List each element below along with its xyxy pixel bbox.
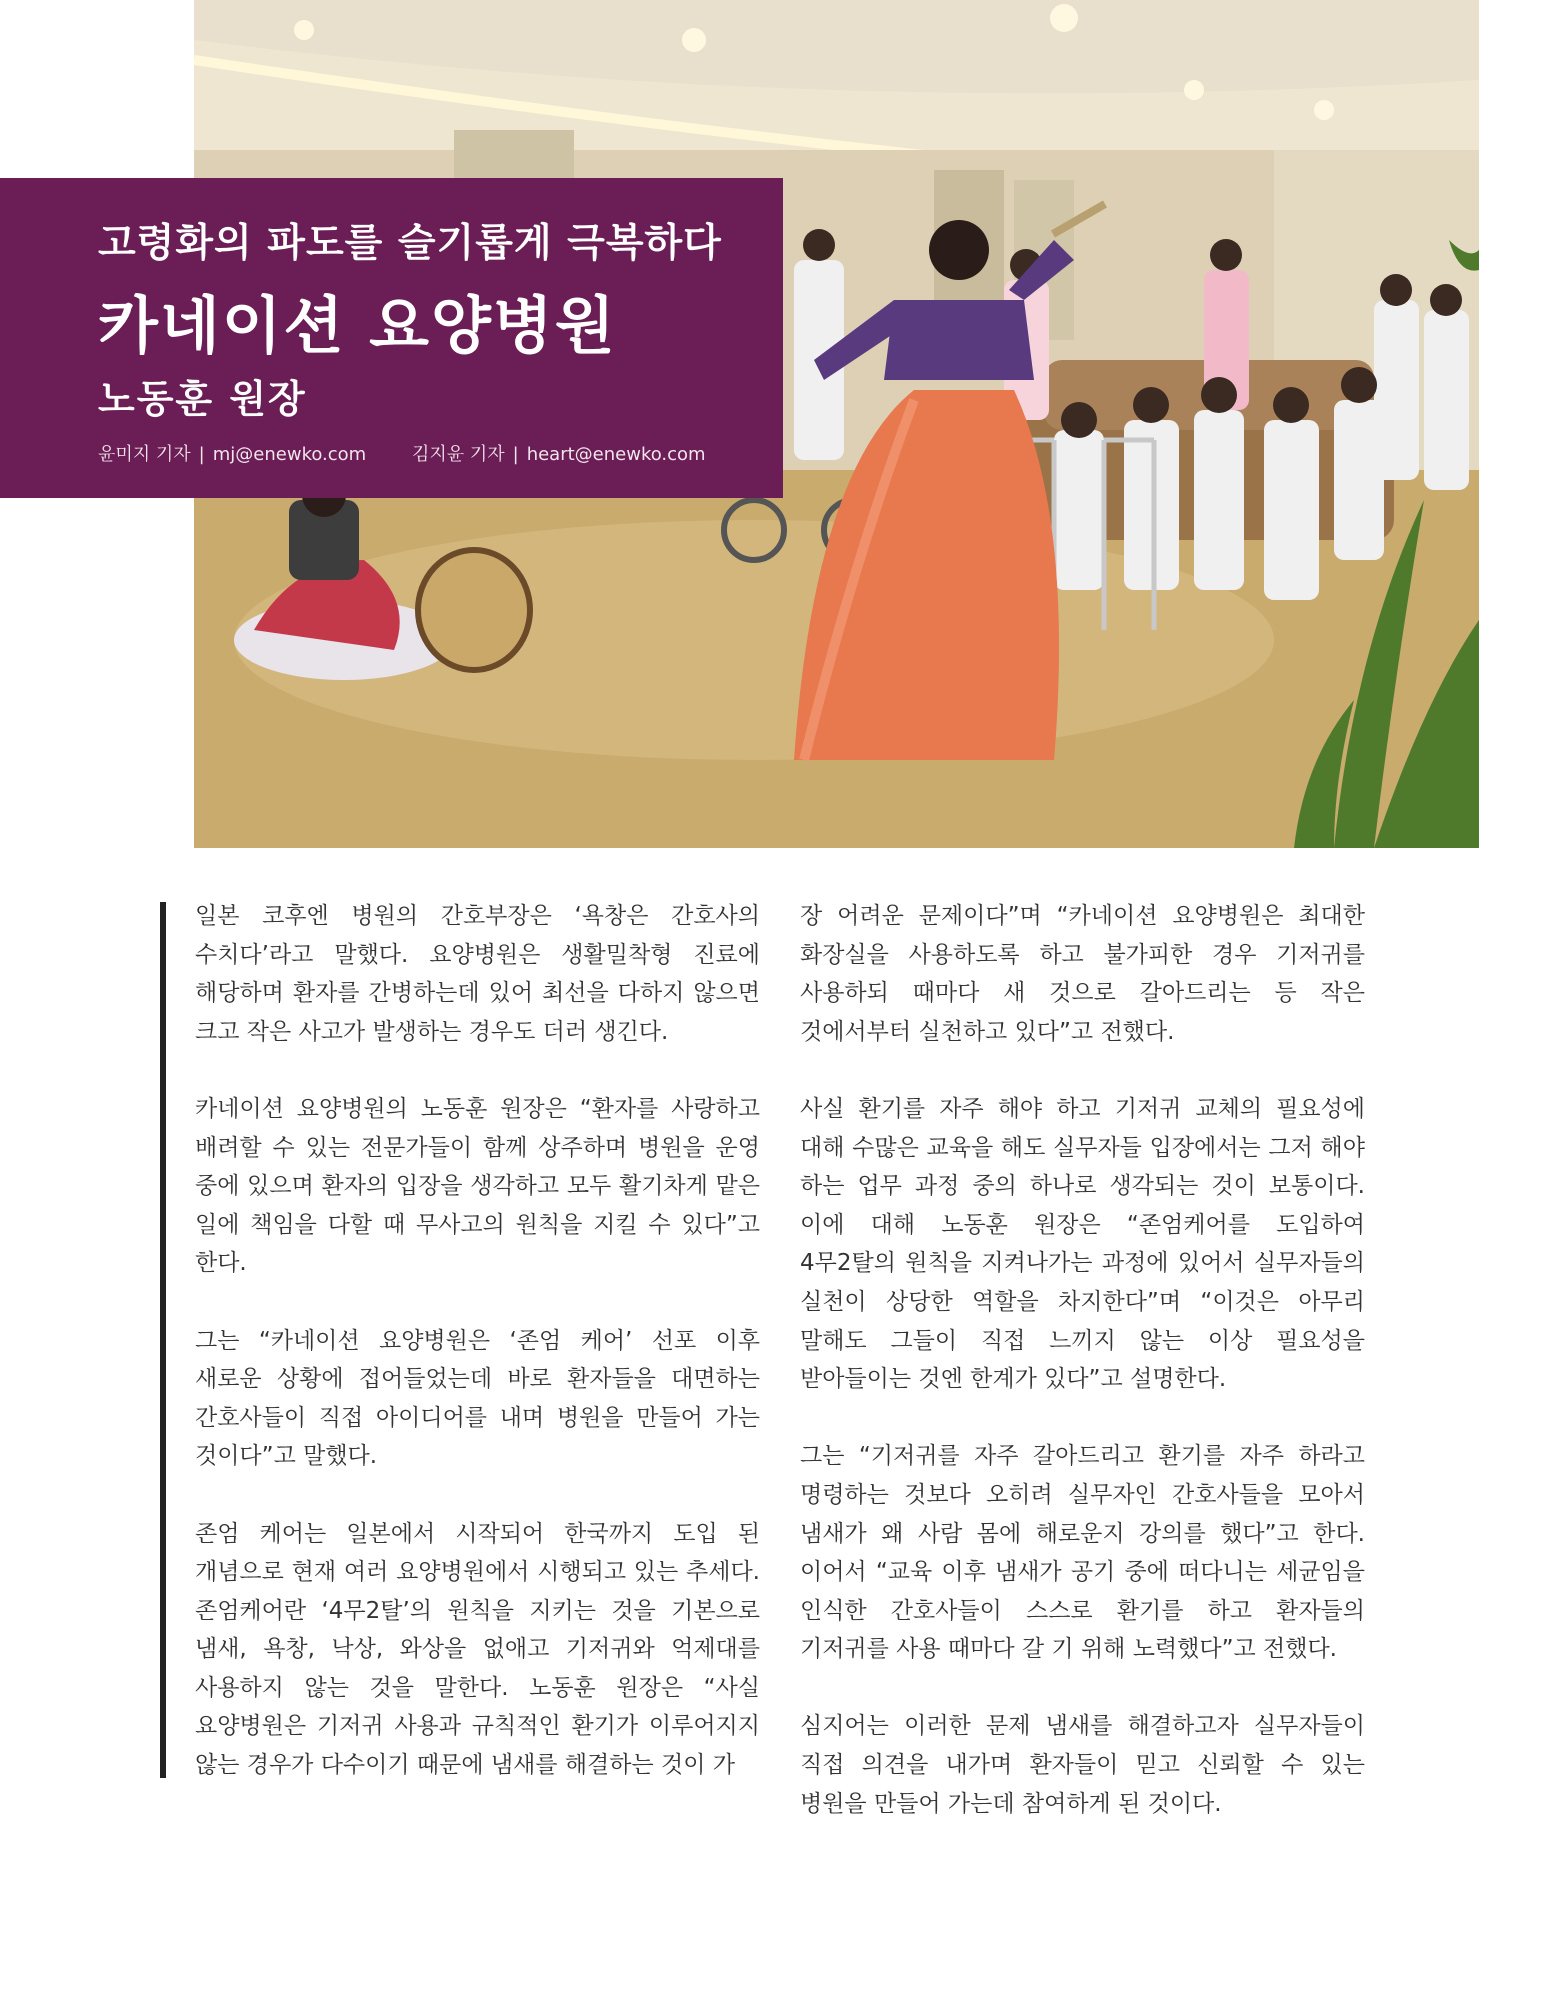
reporter-email[interactable]: mj@enewko.com (212, 444, 367, 465)
left-vertical-rule (160, 902, 166, 1778)
paragraph: 심지어는 이러한 문제 냄새를 해결하고자 실무자들이 직접 의견을 내가며 환자들이 믿고 신뢰할 수 있는 병원을 만들어 가는데 참여하게 된 것이다. (800, 1713, 1365, 1817)
byline-reporter-2 (412, 440, 706, 466)
paragraph: 일본 코후엔 병원의 간호부장은 ‘욕창은 간호사의 수치다’라고 말했다. 요양병원은 생활밀착형 진료에 해당하며 환자를 간병하는데 있어 최선을 다하지 않으면 크고 작은 사고가 발생하는 경우도 더러 생긴다. (195, 903, 760, 1045)
paragraph: 장 어려운 문제이다”며 “카네이션 요양병원은 최대한 화장실을 사용하도록 하고 불가피한 경우 기저귀를 사용하되 때마다 새 것으로 갈아드리는 등 작은 것에서부터 실천하고 있다”고 전했다. (800, 903, 1365, 1045)
reporter-name: 김지윤 기자 (411, 444, 505, 465)
bylines (98, 440, 746, 466)
reporter-email[interactable]: heart@enewko.com (526, 444, 706, 465)
title-box (0, 178, 783, 498)
article-kicker: 고령화의 파도를 슬기롭게 극복하다 (98, 221, 722, 266)
byline-separator: | (512, 444, 519, 465)
paragraph: 그는 “카네이션 요양병원은 ‘존엄 케어’ 선포 이후 새로운 상황에 접어들었는데 바로 환자들을 대면하는 간호사들이 직접 아이디어를 내며 병원을 만들어 가는 것이다”고 말했다. (195, 1327, 760, 1470)
article-column-left (195, 897, 760, 1823)
reporter-name: 윤미지 기자 (98, 444, 191, 465)
byline-reporter-1 (98, 440, 366, 466)
article-headline: 카네이션 요양병원 (98, 289, 617, 362)
paragraph: 존엄 케어는 일본에서 시작되어 한국까지 도입 된 개념으로 현재 여러 요양병원에서 시행되고 있는 추세다. 존엄케어란 ‘4무2탈’의 원칙을 지키는 것을 기본으로 냄새, 욕창, 낙상, 와상을 없애고 기저귀와 억제대를 사용하지 않는 것을 말한다. 노동훈 원장은 “사실 요양병원은 기저귀 사용과 규칙적인 환기가 이루어지지 않는 경우가 다수이기 때문에 냄새를 해결하는 것이 가 (195, 1520, 760, 1779)
paragraph: 사실 환기를 자주 해야 하고 기저귀 교체의 필요성에 대해 수많은 교육을 해도 실무자들 입장에서는 그저 해야 하는 업무 과정 중의 하나로 생각되는 것이 보통이다. 이에 대해 노동훈 원장은 “존엄케어를 도입하여 4무2탈의 원칙을 지켜나가는 과정에 있어서 실무자들의 실천이 상당한 역할을 차지한다”며 “이것은 아무리 말해도 그들이 직접 느끼지 않는 이상 필요성을 받아들이는 것엔 한계가 있다”고 설명한다. (800, 1095, 1365, 1393)
paragraph: 그는 “기저귀를 자주 갈아드리고 환기를 자주 하라고 명령하는 것보다 오히려 실무자인 간호사들을 모아서 냄새가 왜 사람 몸에 해로운지 강의를 했다”고 한다. 이어서 “교육 이후 냄새가 공기 중에 떠다니는 세균임을 인식한 간호사들이 스스로 환기를 하고 환자들의 기저귀를 사용 때마다 갈 기 위해 노력했다”고 전했다. (800, 1443, 1365, 1663)
article-column-right (800, 897, 1365, 1862)
byline-separator: | (198, 444, 205, 465)
paragraph: 카네이션 요양병원의 노동훈 원장은 “환자를 사랑하고 배려할 수 있는 전문가들이 함께 상주하며 병원을 운영 중에 있으며 환자의 입장을 생각하고 모두 활기차게 맡은 일에 책임을 다할 때 무사고의 원칙을 지킬 수 있다”고 한다. (195, 1095, 760, 1277)
interviewee-name: 노동훈 원장 (98, 377, 307, 421)
